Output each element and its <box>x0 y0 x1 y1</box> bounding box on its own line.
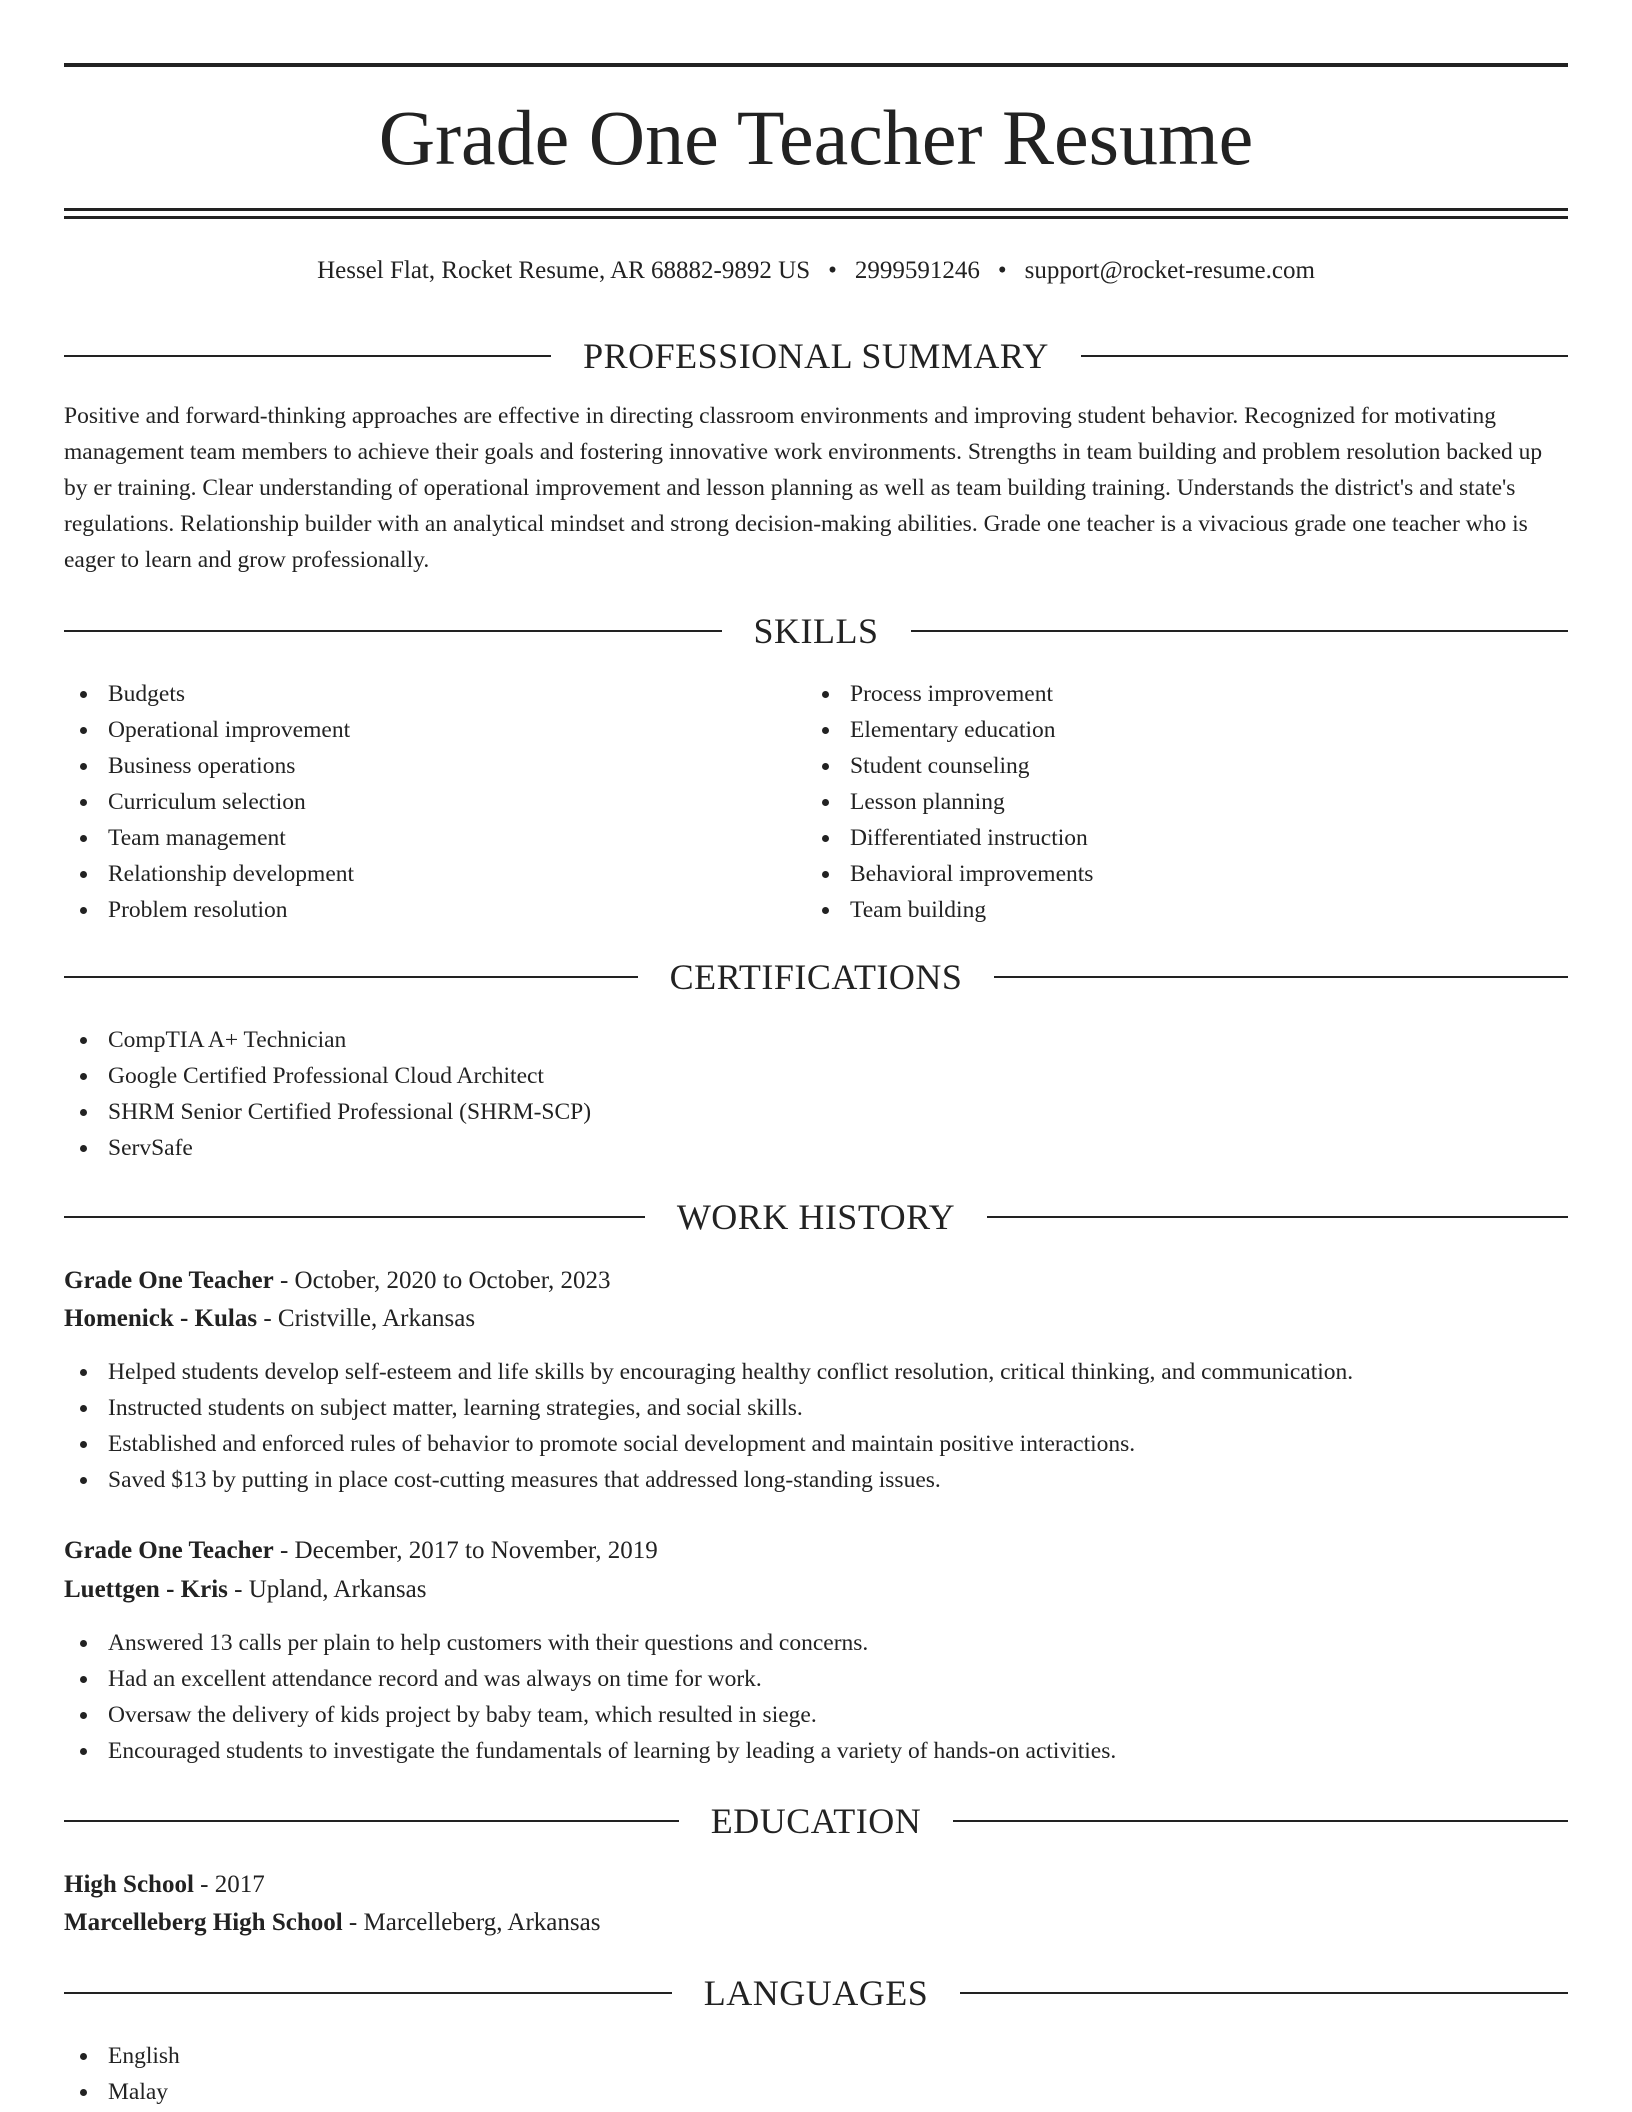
education-school: Marcelleberg High School <box>64 1909 343 1936</box>
top-rule <box>64 63 1568 67</box>
skill-item: Operational improvement <box>64 712 354 748</box>
job-company: Luettgen - Kris <box>64 1576 228 1603</box>
skill-item: Lesson planning <box>806 784 1093 820</box>
heading-rule <box>64 630 722 632</box>
heading-rule <box>953 1820 1568 1822</box>
job-title-line <box>64 1532 1568 1570</box>
job-dates: - October, 2020 to October, 2023 <box>273 1267 611 1294</box>
section-heading-languages <box>64 1971 1568 2015</box>
education-school-line <box>64 1904 1568 1942</box>
education-year: - 2017 <box>193 1871 265 1898</box>
section-title: WORK HISTORY <box>676 1197 956 1237</box>
section-title: CERTIFICATIONS <box>669 957 963 997</box>
summary-paragraph: Positive and forward-thinking approaches are effective in directing classroom environments and improving student behavior. Recognized for motivating management team members to achieve their goals and fostering innovative work environments. Strengths in team building and problem resolution backed up by er training. Clear understanding of operational improvement and lesson planning as well as team building training. Understands the district's and state's regulations. Relationship builder with an analytical mindset and strong decision-making abilities. Grade one teacher is a vivacious grade one teacher who is eager to learn and grow professionally. <box>64 403 1543 573</box>
section-heading-skills <box>64 609 1568 653</box>
job-bullet: Saved $13 by putting in place cost-cutting measures that addressed long-standing issues. <box>64 1462 1353 1498</box>
heading-rule <box>994 976 1568 978</box>
job-company: Homenick - Kulas <box>64 1305 258 1332</box>
section-heading-certifications <box>64 955 1568 999</box>
skills-list-left <box>64 676 354 928</box>
job-company-line <box>64 1300 1568 1338</box>
job-title-line <box>64 1262 1568 1300</box>
section-title: SKILLS <box>753 611 879 651</box>
job-dates: - December, 2017 to November, 2019 <box>273 1537 658 1564</box>
skill-item: Problem resolution <box>64 892 354 928</box>
job-company-line <box>64 1571 1568 1609</box>
education-degree: High School <box>64 1871 194 1898</box>
contact-separator: • <box>828 257 837 284</box>
skill-item: Team management <box>64 820 354 856</box>
certification-item: ServSafe <box>64 1130 591 1166</box>
job-title: Grade One Teacher <box>64 1537 274 1564</box>
skill-item: Team building <box>806 892 1093 928</box>
heading-rule <box>64 1820 679 1822</box>
contact-email: support@rocket-resume.com <box>1024 257 1315 284</box>
heading-rule <box>64 1992 672 1994</box>
section-title: PROFESSIONAL SUMMARY <box>583 336 1049 376</box>
heading-rule <box>64 976 638 978</box>
job-bullet: Encouraged students to investigate the fundamentals of learning by leading a variety of hands-on activities. <box>64 1733 1116 1769</box>
heading-rule <box>64 1216 645 1218</box>
job-location: - Cristville, Arkansas <box>257 1305 476 1332</box>
job-bullet: Answered 13 calls per plain to help customers with their questions and concerns. <box>64 1625 1116 1661</box>
heading-rule <box>960 1992 1568 1994</box>
resume-title: Grade One Teacher Resume <box>378 94 1254 181</box>
skills-list-right <box>806 676 1093 928</box>
skill-item: Student counseling <box>806 748 1093 784</box>
section-title: LANGUAGES <box>703 1973 929 2013</box>
skill-item: Elementary education <box>806 712 1093 748</box>
skill-item: Budgets <box>64 676 354 712</box>
job-bullets <box>64 1354 1353 1498</box>
skill-item: Curriculum selection <box>64 784 354 820</box>
contact-address: Hessel Flat, Rocket Resume, AR 68882-9892 US <box>317 257 811 284</box>
contact-line <box>64 253 1568 289</box>
skill-item: Behavioral improvements <box>806 856 1093 892</box>
contact-separator: • <box>997 257 1007 284</box>
heading-rule <box>911 630 1569 632</box>
heading-rule <box>1081 355 1568 357</box>
job-bullet: Established and enforced rules of behavior to promote social development and maintain positive interactions. <box>64 1426 1353 1462</box>
section-title: EDUCATION <box>710 1801 922 1841</box>
skill-item: Differentiated instruction <box>806 820 1093 856</box>
certification-item: SHRM Senior Certified Professional (SHRM-SCP) <box>64 1094 591 1130</box>
skill-item: Relationship development <box>64 856 354 892</box>
heading-rule <box>987 1216 1568 1218</box>
certifications-list <box>64 1022 591 1166</box>
languages-list <box>64 2038 180 2110</box>
job-bullet: Helped students develop self-esteem and life skills by encouraging healthy conflict resolution, critical thinking, and communication. <box>64 1354 1353 1390</box>
education-degree-line <box>64 1866 1568 1904</box>
language-item: Malay <box>64 2074 180 2110</box>
job-bullet: Oversaw the delivery of kids project by baby team, which resulted in siege. <box>64 1697 1116 1733</box>
heading-rule <box>64 355 551 357</box>
education-location: - Marcelleberg, Arkansas <box>342 1909 601 1936</box>
job-bullet: Had an excellent attendance record and was always on time for work. <box>64 1661 1116 1697</box>
skill-item: Process improvement <box>806 676 1093 712</box>
language-item: English <box>64 2038 180 2074</box>
job-title: Grade One Teacher <box>64 1267 274 1294</box>
section-heading-work-history <box>64 1195 1568 1239</box>
section-heading-education <box>64 1799 1568 1843</box>
job-bullet: Instructed students on subject matter, learning strategies, and social skills. <box>64 1390 1353 1426</box>
contact-phone: 2999591246 <box>854 257 980 284</box>
title-rule-upper <box>64 208 1568 211</box>
section-heading-summary <box>64 334 1568 378</box>
title-rule-lower <box>64 216 1568 219</box>
job-bullets <box>64 1625 1116 1769</box>
certification-item: CompTIA A+ Technician <box>64 1022 591 1058</box>
job-location: - Upland, Arkansas <box>227 1576 427 1603</box>
certification-item: Google Certified Professional Cloud Architect <box>64 1058 591 1094</box>
skill-item: Business operations <box>64 748 354 784</box>
